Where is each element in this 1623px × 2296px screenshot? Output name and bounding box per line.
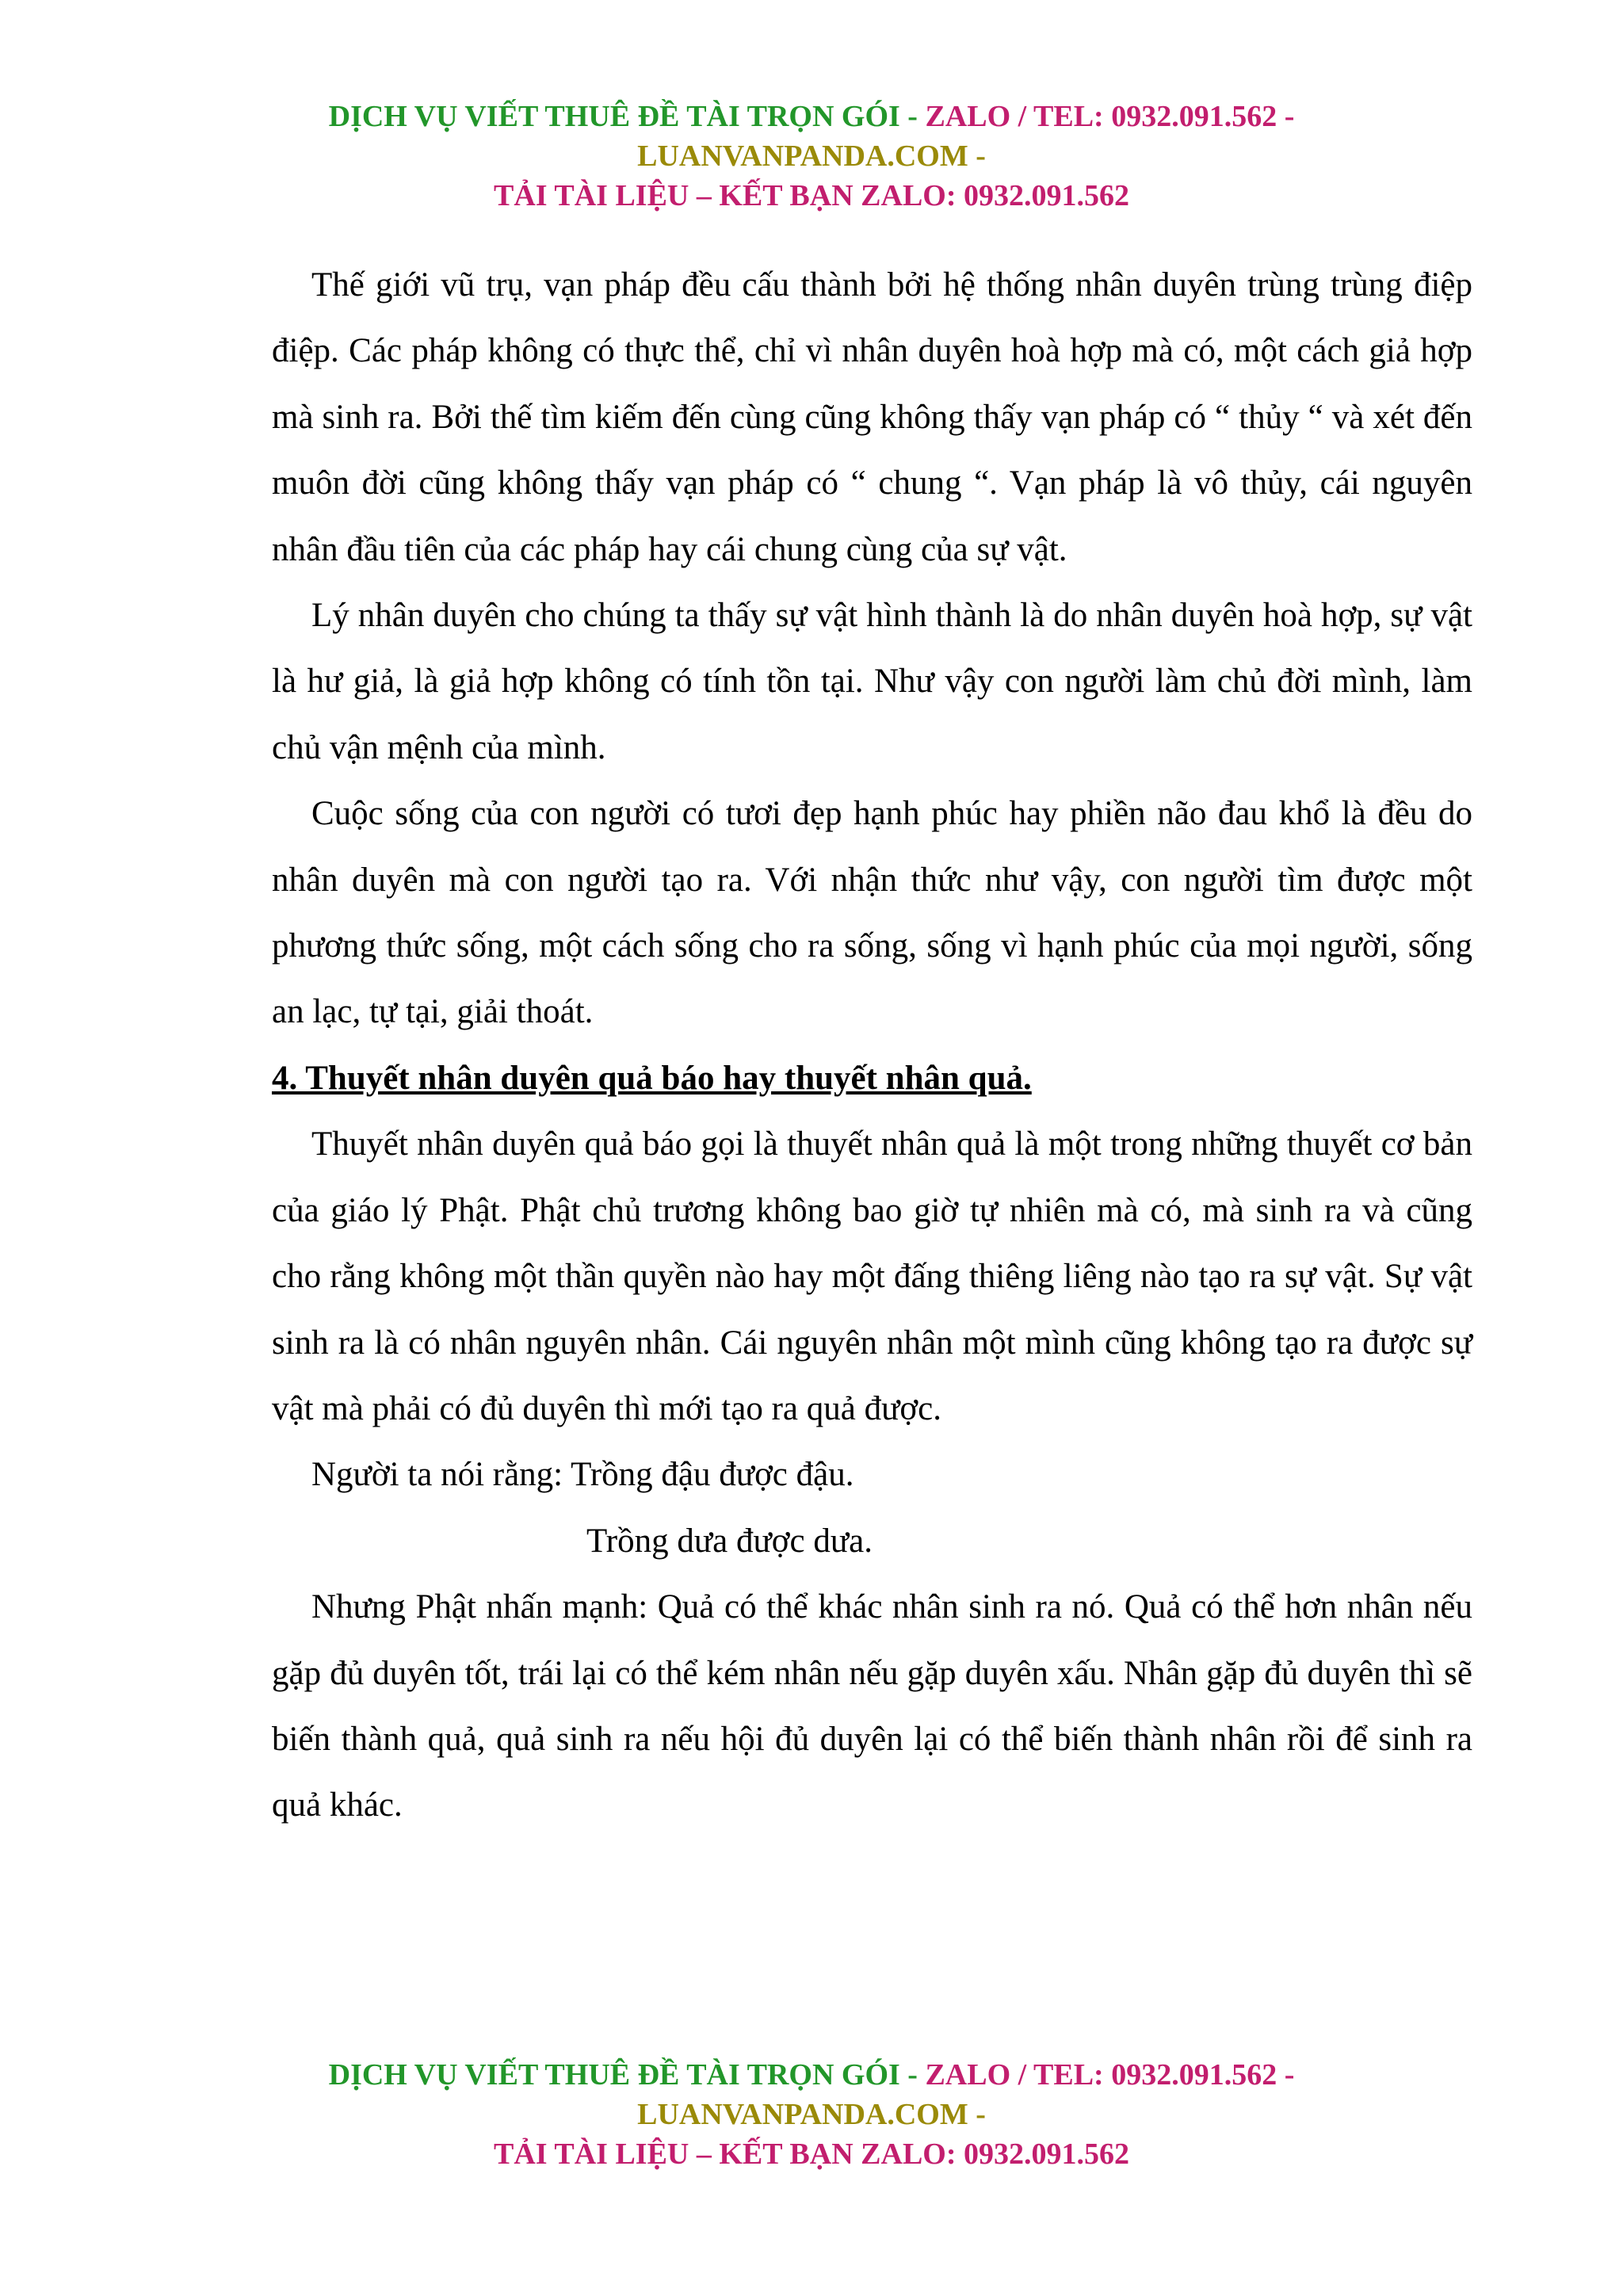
footer-download-text: TẢI TÀI LIỆU – KẾT BẠN ZALO: 0932.091.562: [493, 2137, 1130, 2171]
banner-service-text: DỊCH VỤ VIẾT THUÊ ĐỀ TÀI TRỌN GÓI -: [328, 100, 926, 133]
footer-contact-text: ZALO / TEL: 0932.091.562 -: [925, 2058, 1295, 2092]
banner-download-text: TẢI TÀI LIỆU – KẾT BẠN ZALO: 0932.091.562: [493, 179, 1130, 212]
verse-line-2: Trồng dưa được dưa.: [586, 1522, 873, 1560]
section-heading: 4. Thuyết nhân duyên quả báo hay thuyết nhân quả.: [272, 1059, 1032, 1097]
paragraph-4: Thuyết nhân duyên quả báo gọi là thuyết nhân quả là một trong những thuyết cơ bản của giáo lý Phật. Phật chủ trương không bao giờ tự nhiên mà có, mà sinh ra và cũng cho rằng không một thần quyền nào hay một đấng thiêng liêng nào tạo ra sự vật. Sự vật sinh ra là có nhân nguyên nhân. Cái nguyên nhân một mình cũng không tạo ra được sự vật mà phải có đủ duyên thì mới tạo ra quả được.: [272, 1125, 1472, 1427]
banner-website-text: LUANVANPANDA.COM -: [637, 139, 986, 173]
header-banner: [0, 97, 1623, 216]
verse-line-1: Người ta nói rằng: Trồng đậu được đậu.: [311, 1456, 854, 1494]
footer-line-1: [0, 2055, 1623, 2095]
document-body: [272, 252, 1472, 1839]
paragraph-3: Cuộc sống của con người có tươi đẹp hạnh phúc hay phiền não đau khổ là đều do nhân duyên mà con người tạo ra. Với nhận thức như vậy, con người tìm được một phương thức sống, một cách sống cho ra sống, sống vì hạnh phúc của mọi người, sống an lạc, tự tại, giải thoát.: [272, 795, 1472, 1031]
banner-contact-text: ZALO / TEL: 0932.091.562 -: [925, 100, 1295, 133]
banner-line-1: [0, 97, 1623, 136]
footer-banner: [0, 2055, 1623, 2174]
paragraph-2: Lý nhân duyên cho chúng ta thấy sự vật hình thành là do nhân duyên hoà hợp, sự vật là hư giả, là giả hợp không có tính tồn tại. Như vậy con người làm chủ đời mình, làm chủ vận mệnh của mình.: [272, 597, 1472, 766]
footer-website-text: LUANVANPANDA.COM -: [637, 2098, 986, 2131]
footer-service-text: DỊCH VỤ VIẾT THUÊ ĐỀ TÀI TRỌN GÓI -: [328, 2058, 926, 2092]
paragraph-1: Thế giới vũ trụ, vạn pháp đều cấu thành bởi hệ thống nhân duyên trùng trùng điệp điệp. Các pháp không có thực thể, chỉ vì nhân duyên hoà hợp mà có, một cách giả hợp mà sinh ra. Bởi thế tìm kiếm đến cùng cũng không thấy vạn pháp có “ thủy “ và xét đến muôn đời cũng không thấy vạn pháp có “ chung “. Vạn pháp là vô thủy, cái nguyên nhân đầu tiên của các pháp hay cái chung cùng của sự vật.: [272, 266, 1472, 568]
paragraph-5: Nhưng Phật nhấn mạnh: Quả có thể khác nhân sinh ra nó. Quả có thể hơn nhân nếu gặp đủ duyên tốt, trái lại có thể kém nhân nếu gặp duyên xấu. Nhân gặp đủ duyên thì sẽ biến thành quả, quả sinh ra nếu hội đủ duyên lại có thể biến thành nhân rồi để sinh ra quả khác.: [272, 1588, 1472, 1824]
